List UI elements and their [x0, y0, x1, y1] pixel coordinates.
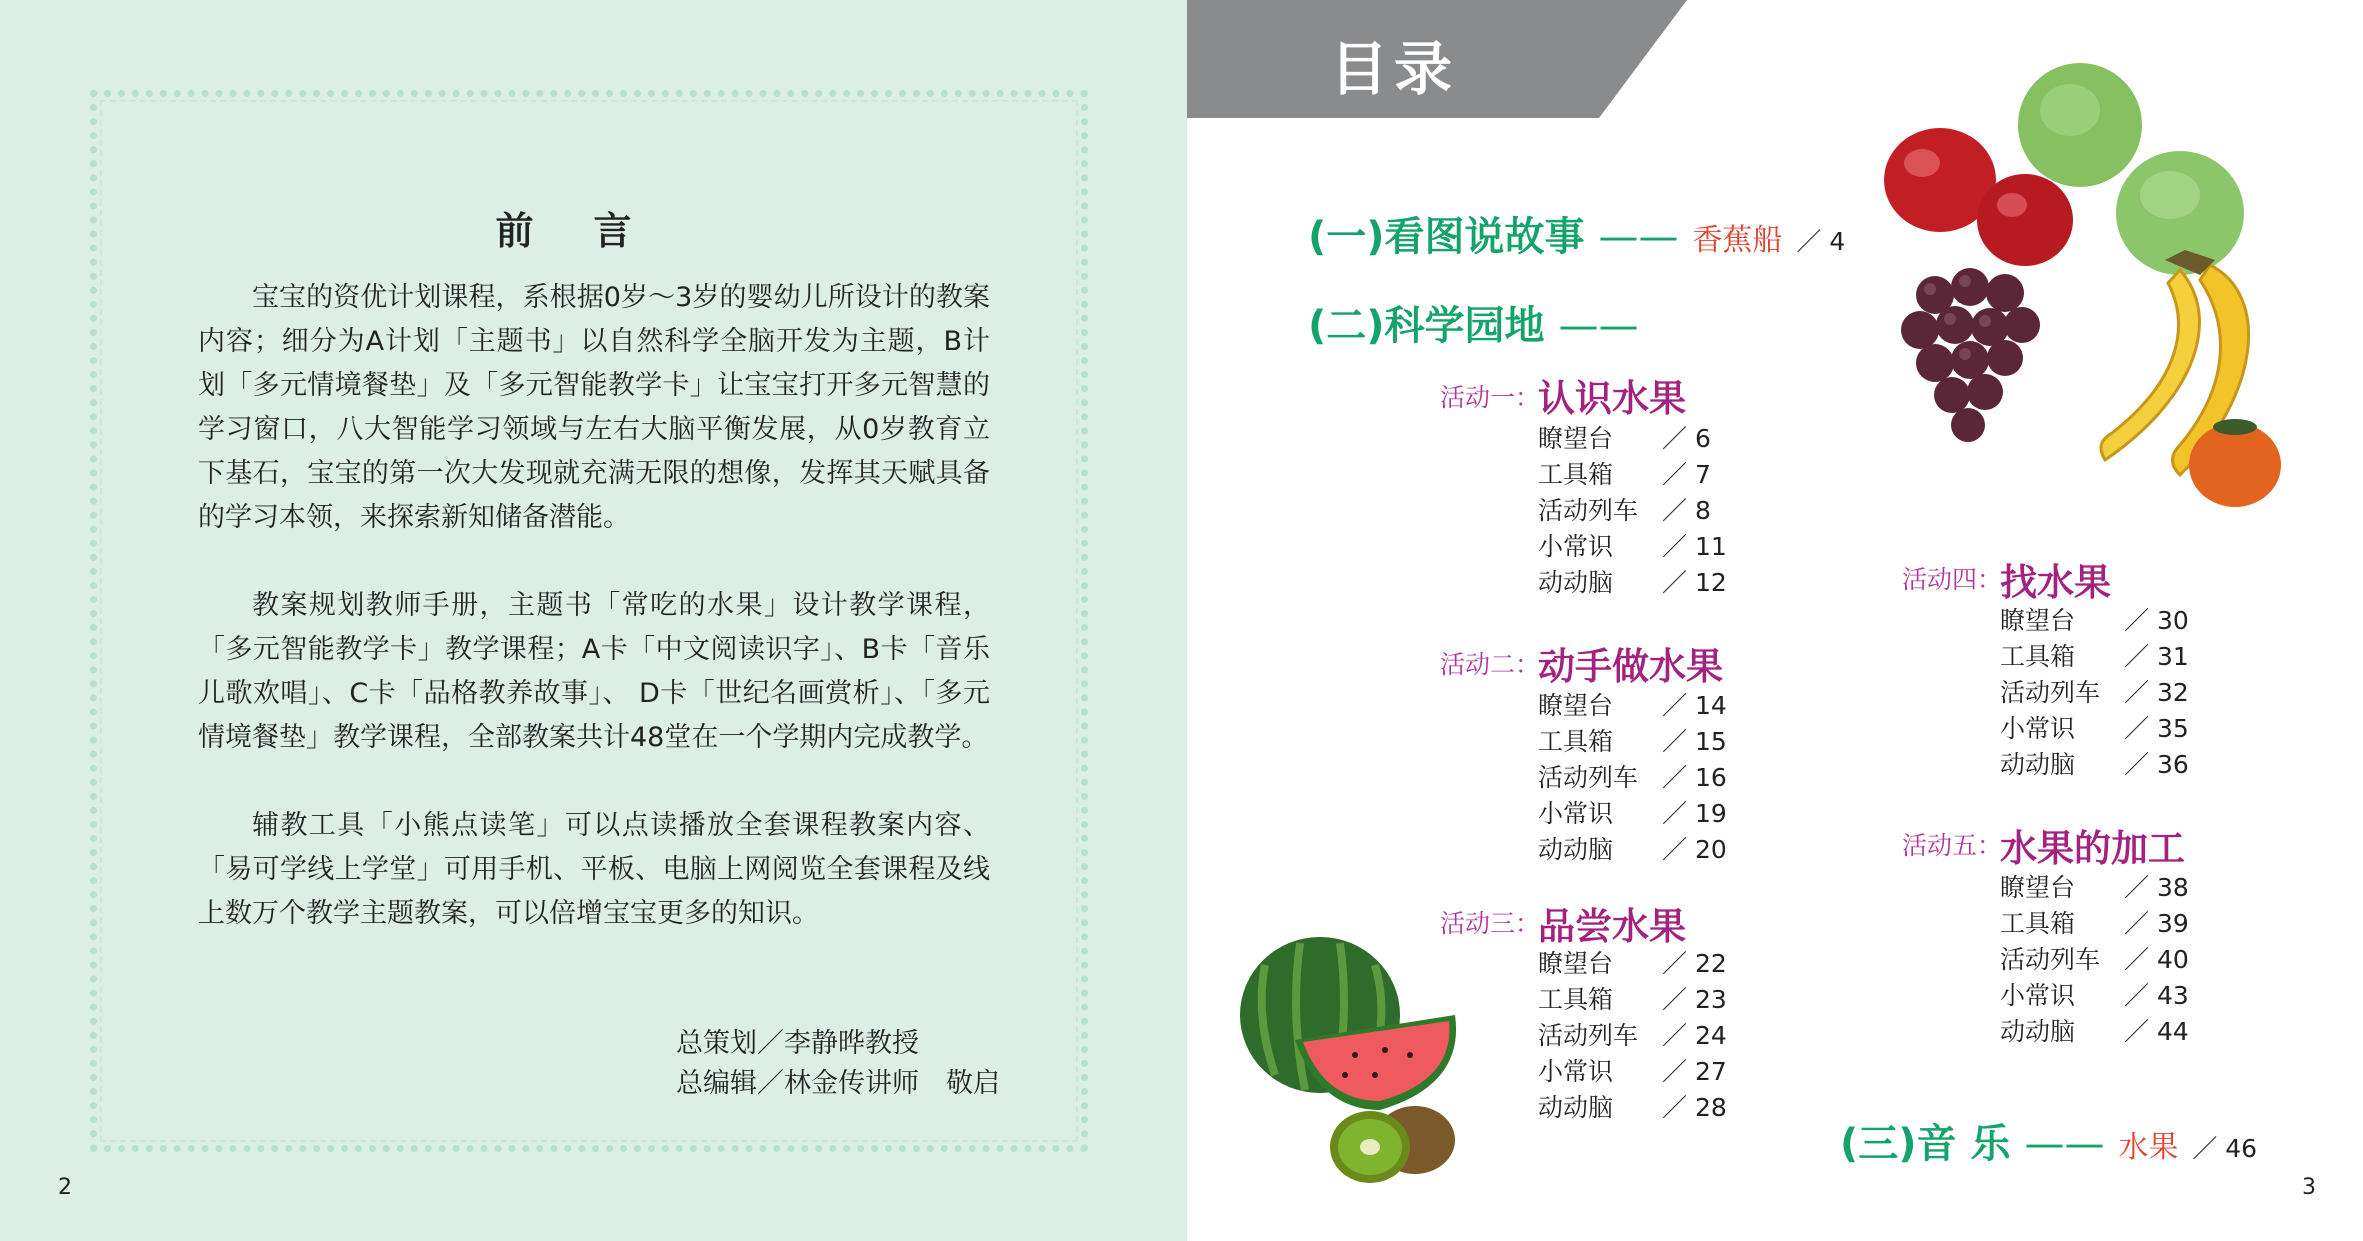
- activity-4-name: 找水果: [2000, 561, 2111, 604]
- section-3-label: (三)音 乐: [1840, 1121, 2011, 1167]
- preface-paragraph-1: 宝宝的资优计划课程，系根据0岁～3岁的婴幼儿所设计的教案内容；细分为A计划「主题书」以自然科学全脑开发为主题，B计划「多元情境餐垫」及「多元智能教学卡」让宝宝打开多元智慧的学习窗口，八大智能学习领域与左右大脑平衡发展，从0岁教育立下基石，宝宝的第一次大发现就充满无限的想像，发挥其天赋具备的学习本领，来探索新知储备潜能。: [198, 282, 990, 533]
- signature-planner: 总策划／李静晔教授: [676, 1028, 919, 1059]
- section-2-label: (二)科学园地: [1308, 303, 1545, 349]
- page-number-left: 2: [58, 1175, 72, 1200]
- toc-item: 活动列车 ／ 32: [2000, 678, 2189, 707]
- preface-title: 前言: [495, 209, 692, 253]
- toc-item: 小常识 ／ 27: [1538, 1057, 1727, 1086]
- toc-item: 活动列车 ／ 8: [1538, 496, 1711, 525]
- toc-item: 动动脑 ／ 28: [1538, 1093, 1727, 1122]
- activity-2-name: 动手做水果: [1538, 645, 1723, 688]
- activity-2-label: 活动二：: [1440, 650, 1541, 679]
- fruit-cluster-illustration: [1880, 55, 2300, 525]
- section-3-dash: ——: [2024, 1121, 2105, 1167]
- toc-item: 工具箱 ／ 23: [1538, 985, 1727, 1014]
- section-1-sub: 香蕉船: [1692, 223, 1783, 258]
- activity-5-name: 水果的加工: [2000, 827, 2185, 870]
- activity-3-name: 品尝水果: [1538, 905, 1686, 948]
- toc-item: 动动脑 ／ 20: [1538, 835, 1727, 864]
- page-number-right: 3: [2302, 1175, 2316, 1200]
- toc-item: 活动列车 ／ 40: [2000, 945, 2189, 974]
- toc-item: 动动脑 ／ 36: [2000, 750, 2189, 779]
- activity-1-name: 认识水果: [1538, 377, 1686, 420]
- activity-1-label: 活动一：: [1440, 383, 1541, 412]
- toc-item: 工具箱 ／ 39: [2000, 909, 2189, 938]
- section-1-page: ／ 4: [1796, 227, 1846, 256]
- toc-item: 瞭望台 ／ 38: [2000, 873, 2189, 902]
- section-1-label: (一)看图说故事: [1308, 214, 1585, 260]
- activity-5-label: 活动五：: [1902, 831, 2003, 860]
- toc-item: 小常识 ／ 43: [2000, 981, 2189, 1010]
- toc-item: 瞭望台 ／ 14: [1538, 691, 1727, 720]
- preface-paragraph-2: 教案规划教师手册，主题书「常吃的水果」设计教学课程，「多元智能教学卡」教学课程；A卡「中文阅读识字」、B卡「音乐儿歌欢唱」、C卡「品格教养故事」、 D卡「世纪名画赏析」、「多元情境餐垫」教学课程，全部教案共计48堂在一个学期内完成教学。: [198, 590, 990, 753]
- toc-item: 小常识 ／ 11: [1538, 532, 1727, 561]
- activity-3-label: 活动三：: [1440, 909, 1541, 938]
- preface-paragraph-3: 辅教工具「小熊点读笔」可以点读播放全套课程教案内容、「易可学线上学堂」可用手机、平板、电脑上网阅览全套课程及线上数万个教学主题教案，可以倍增宝宝更多的知识。: [198, 810, 990, 929]
- toc-item: 瞭望台 ／ 6: [1538, 424, 1711, 453]
- toc-section-1: [1308, 205, 1845, 262]
- toc-title: 目录: [1330, 35, 1459, 103]
- watermelon-kiwi-illustration: [1235, 935, 1475, 1185]
- section-3-sub: 水果: [2118, 1130, 2179, 1165]
- toc-item: 活动列车 ／ 24: [1538, 1021, 1727, 1050]
- signature-editor: 总编辑／林金传讲师 敬启: [676, 1068, 1000, 1099]
- toc-item: 工具箱 ／ 31: [2000, 642, 2189, 671]
- section-1-dash: ——: [1598, 214, 1679, 260]
- section-3-page: ／ 46: [2192, 1134, 2258, 1163]
- toc-section-2: [1308, 294, 1639, 351]
- toc-item: 小常识 ／ 35: [2000, 714, 2189, 743]
- toc-item: 瞭望台 ／ 22: [1538, 949, 1727, 978]
- toc-section-3: [1840, 1112, 2257, 1169]
- toc-item: 瞭望台 ／ 30: [2000, 606, 2189, 635]
- toc-item: 动动脑 ／ 44: [2000, 1017, 2189, 1046]
- activity-4-label: 活动四：: [1902, 565, 2003, 594]
- toc-item: 工具箱 ／ 7: [1538, 460, 1711, 489]
- toc-item: 活动列车 ／ 16: [1538, 763, 1727, 792]
- toc-item: 工具箱 ／ 15: [1538, 727, 1727, 756]
- toc-item: 小常识 ／ 19: [1538, 799, 1727, 828]
- section-2-dash: ——: [1558, 303, 1639, 349]
- toc-item: 动动脑 ／ 12: [1538, 568, 1727, 597]
